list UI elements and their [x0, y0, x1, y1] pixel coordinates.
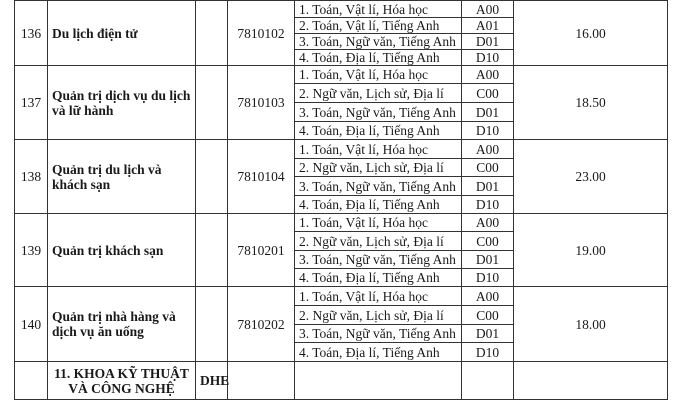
combination-code: A00: [462, 1, 514, 18]
combination-code: D10: [462, 50, 514, 66]
program-number: 139: [15, 214, 48, 287]
admission-table: [14, 0, 668, 400]
subject-combination: 1. Toán, Vật lí, Hóa học: [295, 214, 462, 232]
school-code-cell: [196, 140, 228, 214]
combination-code: C00: [462, 159, 514, 177]
faculty-code: DHE: [196, 362, 228, 400]
table-row: [15, 140, 668, 159]
combination-code: D01: [462, 177, 514, 196]
empty-cell: [15, 362, 48, 400]
subject-combination: 1. Toán, Vật lí, Hóa học: [295, 140, 462, 159]
school-code-cell: [196, 1, 228, 66]
program-number: 136: [15, 1, 48, 66]
program-number: 137: [15, 66, 48, 140]
combination-code: C00: [462, 84, 514, 103]
subject-combination: 3. Toán, Ngữ văn, Tiếng Anh: [295, 177, 462, 196]
combination-code: D10: [462, 343, 514, 362]
benchmark-score: 18.00: [514, 287, 668, 362]
program-name: Quản trị nhà hàng và dịch vụ ăn uống: [48, 287, 196, 362]
combination-code: C00: [462, 232, 514, 251]
benchmark-score: 23.00: [514, 140, 668, 214]
subject-combination: 2. Ngữ văn, Lịch sử, Địa lí: [295, 84, 462, 103]
benchmark-score: 18.50: [514, 66, 668, 140]
school-code-cell: [196, 214, 228, 287]
empty-cell: [514, 362, 668, 400]
subject-combination: 4. Toán, Địa lí, Tiếng Anh: [295, 343, 462, 362]
combination-code: A00: [462, 66, 514, 84]
program-name: Du lịch điện tử: [48, 1, 196, 66]
subject-combination: 3. Toán, Ngữ văn, Tiếng Anh: [295, 103, 462, 122]
combination-code: D01: [462, 34, 514, 50]
combination-code: D10: [462, 269, 514, 287]
combination-code: D01: [462, 325, 514, 343]
empty-cell: [228, 362, 295, 400]
subject-combination: 4. Toán, Địa lí, Tiếng Anh: [295, 122, 462, 140]
program-number: 138: [15, 140, 48, 214]
combination-code: A00: [462, 287, 514, 306]
combination-code: D10: [462, 196, 514, 214]
table-row: [15, 287, 668, 306]
combination-code: D10: [462, 122, 514, 140]
benchmark-score: 16.00: [514, 1, 668, 66]
faculty-name: 11. KHOA KỸ THUẬT VÀ CÔNG NGHỆ: [48, 362, 196, 400]
combination-code: A00: [462, 214, 514, 232]
program-number: 140: [15, 287, 48, 362]
program-code: 7810104: [228, 140, 295, 214]
combination-code: A00: [462, 140, 514, 159]
program-code: 7810202: [228, 287, 295, 362]
program-name: Quản trị du lịch và khách sạn: [48, 140, 196, 214]
subject-combination: 2. Ngữ văn, Lịch sử, Địa lí: [295, 306, 462, 325]
table-row: [15, 1, 668, 18]
empty-cell: [295, 362, 462, 400]
subject-combination: 2. Ngữ văn, Lịch sử, Địa lí: [295, 232, 462, 251]
table-row: [15, 66, 668, 84]
subject-combination: 2. Toán, Vật lí, Tiếng Anh: [295, 18, 462, 34]
combination-code: D01: [462, 251, 514, 269]
combination-code: A01: [462, 18, 514, 34]
subject-combination: 1. Toán, Vật lí, Hóa học: [295, 1, 462, 18]
subject-combination: 3. Toán, Ngữ văn, Tiếng Anh: [295, 325, 462, 343]
combination-code: D01: [462, 103, 514, 122]
subject-combination: 3. Toán, Ngữ văn, Tiếng Anh: [295, 34, 462, 50]
subject-combination: 4. Toán, Địa lí, Tiếng Anh: [295, 196, 462, 214]
table-row: [15, 214, 668, 232]
program-name: Quản trị khách sạn: [48, 214, 196, 287]
faculty-row: [15, 362, 668, 400]
subject-combination: 1. Toán, Vật lí, Hóa học: [295, 66, 462, 84]
combination-code: C00: [462, 306, 514, 325]
program-code: 7810103: [228, 66, 295, 140]
empty-cell: [462, 362, 514, 400]
program-code: 7810201: [228, 214, 295, 287]
subject-combination: 3. Toán, Ngữ văn, Tiếng Anh: [295, 251, 462, 269]
school-code-cell: [196, 66, 228, 140]
benchmark-score: 19.00: [514, 214, 668, 287]
program-name: Quản trị dịch vụ du lịch và lữ hành: [48, 66, 196, 140]
subject-combination: 2. Ngữ văn, Lịch sử, Địa lí: [295, 159, 462, 177]
subject-combination: 4. Toán, Địa lí, Tiếng Anh: [295, 269, 462, 287]
subject-combination: 1. Toán, Vật lí, Hóa học: [295, 287, 462, 306]
subject-combination: 4. Toán, Địa lí, Tiếng Anh: [295, 50, 462, 66]
school-code-cell: [196, 287, 228, 362]
program-code: 7810102: [228, 1, 295, 66]
